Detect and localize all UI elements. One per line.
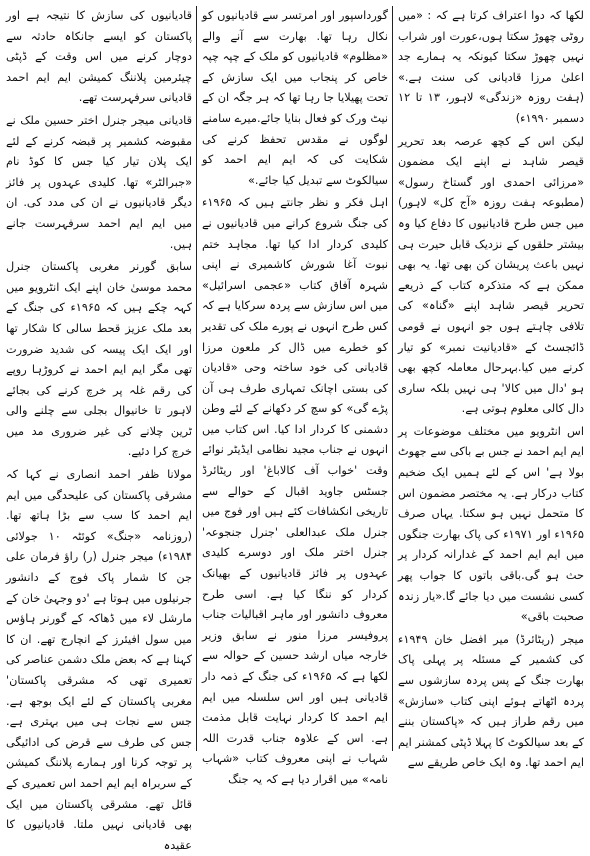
paragraph: اس انٹرویو میں مختلف موضوعات پر ایم ایم احمد نے جس بے باکی سے جھوٹ بولا ہے' اس کے لئے ہمیں ایک ضخیم کتاب درکار ہے. یہ مختصر مضمون اس کا متحمل نہیں ہو سکتا. یہاں صرف ۱۹۶۵ء اور ۱۹۷۱ء کی پاک بھارت جنگوں میں ایم ایم احمد کے غدارانہ کردار پر حث ہو گی.باقی باتوں کا جواب پھر کسی نشست میں دیا جائے گا.«یار زندہ صحبت باقی» [398, 424, 584, 624]
text-column-left [6, 6, 192, 852]
column-divider [196, 6, 197, 751]
paragraph: سابق گورنر مغربی پاکستان جنرل محمد موسیٰ خان اپنے ایک انٹرویو میں کہہ چکے ہیں کہ ۱۹۶۵ء کی جنگ کے بعد ملک عزیز قحط سالی کا شکار تھا اور ایک ایک پیسہ کی شدید ضرورت تھی مگر ایم ایم احمد نے کروڑہا روپے کی رقم غلہ پر خرچ کرنے کی بجائے لاہور تا خانیوال بجلی سے چلنے والی ٹرین چلانے کی غیر ضروری مد میں خرچ کرا دئیے. [6, 260, 192, 459]
paragraph: میجر (ریٹائرڈ) میر افضل خان ۱۹۴۹ء کی کشمیر کے مسئلہ پر پہلی پاک بھارت جنگ کے پس پردہ سازشوں سے پردہ اٹھاتے ہوئے اپنی کتاب «سازش» میں رقم طراز ہیں کہ «پاکستان بننے کے بعد سیالکوٹ کا پہلا ڈپٹی کمشنر ایم ایم احمد تھا. وہ ایک خاص طریقے سے [398, 632, 584, 770]
paragraph: مولانا ظفر احمد انصاری نے کہا کہ مشرقی پاکستان کی علیحدگی میں ایم ایم احمد کا سب سے بڑا ہاتھ تھا. (روزنامہ «جنگ» کوئٹہ ۱۰ جولائی ۱۹۸۴ء) میجر جنرل (ر) راؤ فرمان علی جن کا شمار پاک فوج کے دانشور جرنیلوں میں ہوتا ہے 'دو وجہیٰ خان کے مارشل لاء میں ڈھاکہ کے گورنر ہاؤس میں سول افیئرز کے انچارج تھے. ان کا کہنا ہے کہ بعض ملک دشمن عناصر کی تعمیری تھی کہ مشرقی پاکستان' مغربی پاکستان کے لئے ایک بوجھ ہے. جس سے نجات ہی میں بہتری ہے. جس کی طرف سے قرض کی ادائیگی پر توجہ کرنا اور ہمارے پلاننگ کمیشن کے سربراہ ایم ایم احمد اس تعمیری کے قائل تھے. مشرقی پاکستان میں ایک بھی قادیانی نہیں ملتا. قادیانیوں کا عقیدہ [6, 468, 192, 852]
column-divider [392, 6, 393, 751]
paragraph: قادیانیوں کی سازش کا نتیجہ ہے اور پاکستان کو ایسے جانکاہ حادثہ سے دوچار کرنے میں اس وقت کے ڈپٹی چیئرمین پلاننگ کمیشن ایم ایم احمد قادیانی سرفہرست تھے. [6, 9, 192, 105]
paragraph: اہل فکر و نظر جانتے ہیں کہ ۱۹۶۵ء کی جنگ شروع کرانے میں قادیانیوں نے کلیدی کردار ادا کیا تھا. مجاہد ختم نبوت آغا شورش کاشمیری نے اپنی شہرہ آفاق کتاب «عجمی اسرائیل» میں اس سازش سے پردہ سرکایا ہے کہ کس طرح انہوں نے پورے ملک کی تقدیر کو خطرے میں ڈال کر ملعون مرزا قادیانی کی خود ساختہ وحی «قادیان کی بستی اچانک تمہاری طرف ہی آن پڑے گی» کو سچ کر دکھانے کے لئے وطن دشمنی کا کردار ادا کیا. اس کتاب میں انہوں نے جناب مجید نظامی ایڈیٹر نوائے وقت 'خواب آف کالاباغ' اور ریٹائرڈ جسٹس جاوید اقبال کے حوالے سے تاریخی انکشافات کئے ہیں اور فوج میں جنرل ملک عبدالعلی 'جنرل جنجوعہ' جنرل اختر ملک اور دوسرے کلیدی عہدوں پر فائز قادیانیوں کے بھیانک کردار کو ننگا کیا ہے. اسی طرح معروف دانشور اور ماہر اقبالیات جناب پروفیسر مرزا منور نے سابق وزیر خارجہ میاں ارشد حسین کے حوالہ سے لکھا ہے کہ ۱۹۶۵ء کی جنگ کے ذمہ دار قادیانی ہیں اور اس سلسلہ میں ایم ایم احمد کا کردار نہایت قابل مذمت ہے. اس کے علاوہ جناب قدرت اللہ شہاب نے اپنی معروف کتاب «شہاب نامہ» میں اقرار دیا ہے کہ یہ جنگ [202, 196, 389, 786]
paragraph: لیکن اس کے کچھ عرصہ بعد تحریر قیصر شاہد نے اپنے ایک مضمون «مرزائی احمدی اور گستاخ رسول» (مطبوعہ ہفت روزہ «آج کل» لاہور) میں جس طرح قادیانیوں کا دفاع کیا وہ بیشتر حلقوں کے نزدیک قابل حیرت ہی نہیں باعث پریشان کن بھی تھا. یہ بھی ممکن ہے کہ متذکرہ کتاب کے ذریعے تحریر قیصر شاہد اپنے «گناہ» کی تلافی چاہتے ہوں جو انہوں نے قومی ڈائجسٹ کے «قادیانیت نمبر» کو تیار کرنے میں کیا.بہرحال معاملہ کچھ بھی ہو 'دال میں کالا' ہی نہیں بلکہ ساری دال کالی معلوم ہوتی ہے. [398, 134, 584, 416]
paragraph: لکھا کہ دوا اعتراف کرتا ہے کہ : «میں روٹی چھوڑ سکتا ہوں،عورت اور شراب نہیں چھوڑ سکتا کیونکہ یہ ہمارے جد اعلیٰ مرزا قادیانی کی سنت ہے.» (ہفت روزہ «زندگی» لاہور، ۱۳ تا ۱۲ دسمبر ۱۹۹۰ء) [398, 9, 584, 125]
text-column-right [398, 6, 584, 770]
paragraph: قادیانی میجر جنرل اختر حسین ملک نے مقبوضہ کشمیر پر قبضہ کرنے کے لئے ایک پلان تیار کیا جس کا کوڈ نام «جبرالٹر» تھا. کلیدی عہدوں پر فائز دیگر قادیانیوں نے ان کی مدد کی. ان میں ایم ایم احمد سرفہرست جانے ہیں. [6, 113, 192, 251]
text-column-middle [202, 6, 389, 786]
paragraph: گورداسپور اور امرتسر سے قادیانیوں کو نکال رہا تھا. بھارت سے آنے والے «مظلوم» قادیانیوں کو ملک کے چپہ چپہ خاص کر پنجاب میں ایک سازش کے تحت پھیلایا جا رہا تھا کہ ہر جگہ ان کے نیٹ ورک کو فعال بنایا جائے.میرے سامنے لوگوں نے مقدس تحفظ کرنے کی شکایت کی کہ ایم ایم احمد کو سیالکوٹ سے تبدیل کیا جائے.» [202, 9, 388, 187]
